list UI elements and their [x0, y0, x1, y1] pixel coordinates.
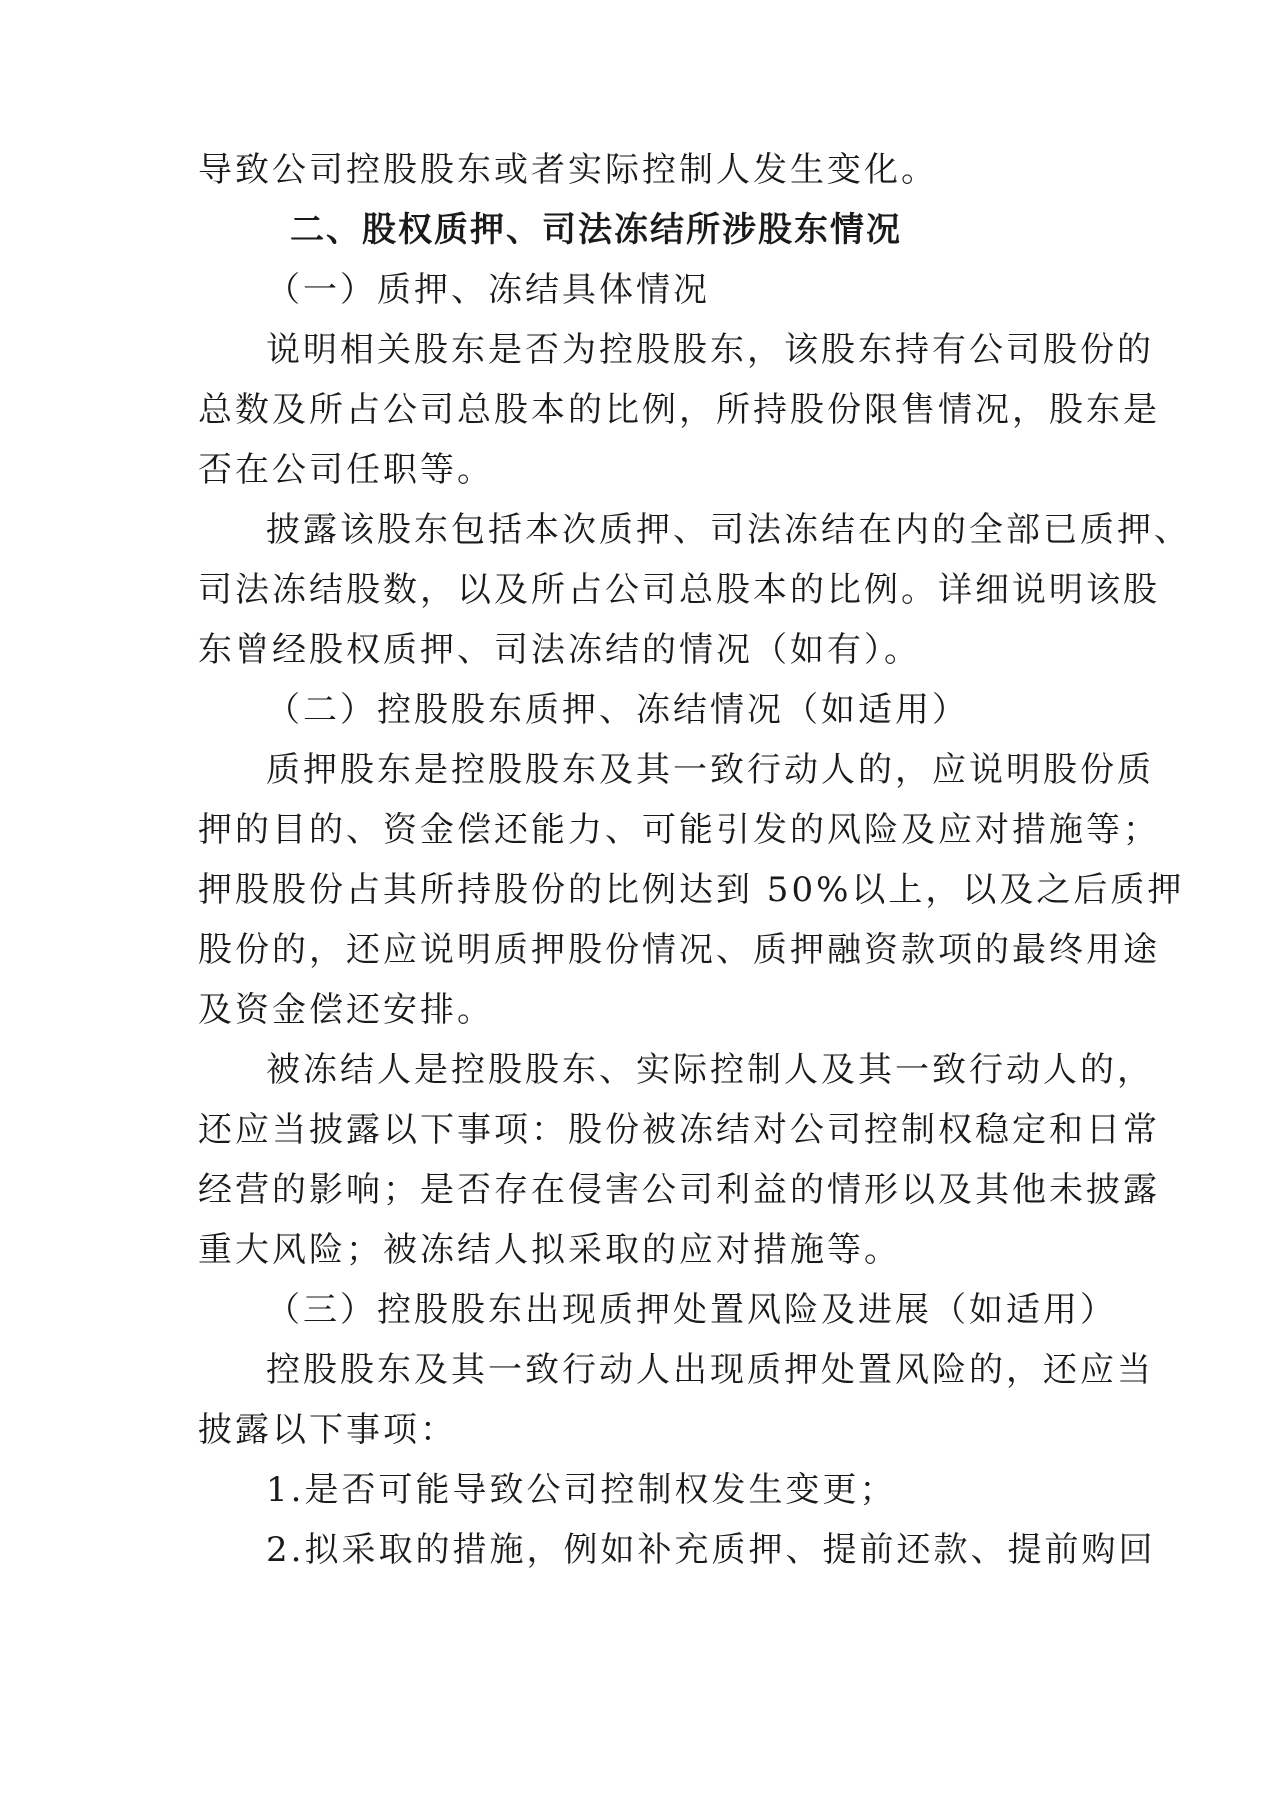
body-text-line: 经营的影响；是否存在侵害公司利益的情形以及其他未披露: [198, 1170, 1160, 1210]
subsection-heading: （二）控股股东质押、冻结情况（如适用）: [266, 690, 969, 730]
body-text-line: 被冻结人是控股股东、实际控制人及其一致行动人的，: [266, 1050, 1154, 1090]
body-text-line: 司法冻结股数，以及所占公司总股本的比例。详细说明该股: [198, 570, 1160, 610]
body-text-line: 控股股东及其一致行动人出现质押处置风险的，还应当: [266, 1350, 1154, 1390]
body-text-line: 及资金偿还安排。: [198, 990, 494, 1030]
body-text-line: 总数及所占公司总股本的比例，所持股份限售情况，股东是: [198, 390, 1160, 430]
body-text-line: 披露该股东包括本次质押、司法冻结在内的全部已质押、: [266, 510, 1191, 550]
body-text-line: 重大风险；被冻结人拟采取的应对措施等。: [198, 1230, 901, 1270]
numbered-item: 1.是否可能导致公司控制权发生变更；: [266, 1470, 897, 1510]
body-text-line: 否在公司任职等。: [198, 450, 494, 490]
subsection-heading: （一）质押、冻结具体情况: [266, 270, 710, 310]
body-text-line: 东曾经股权质押、司法冻结的情况（如有）。: [198, 630, 921, 670]
body-text-line: 股份的，还应说明质押股份情况、质押融资款项的最终用途: [198, 930, 1160, 970]
body-text-line: 导致公司控股股东或者实际控制人发生变化。: [198, 150, 938, 190]
body-text-line: 押的目的、资金偿还能力、可能引发的风险及应对措施等；: [198, 810, 1160, 850]
numbered-item: 2.拟采取的措施，例如补充质押、提前还款、提前购回: [266, 1530, 1156, 1570]
body-text-line: 押股股份占其所持股份的比例达到 50%以上，以及之后质押: [198, 870, 1185, 910]
body-text-line: 披露以下事项：: [198, 1410, 457, 1450]
body-text-line: 说明相关股东是否为控股股东，该股东持有公司股份的: [266, 330, 1154, 370]
subsection-heading: （三）控股股东出现质押处置风险及进展（如适用）: [266, 1290, 1117, 1330]
section-heading: 二、股权质押、司法冻结所涉股东情况: [290, 210, 902, 250]
body-text-line: 还应当披露以下事项：股份被冻结对公司控制权稳定和日常: [198, 1110, 1160, 1150]
body-text-line: 质押股东是控股股东及其一致行动人的，应说明股份质: [266, 750, 1154, 790]
